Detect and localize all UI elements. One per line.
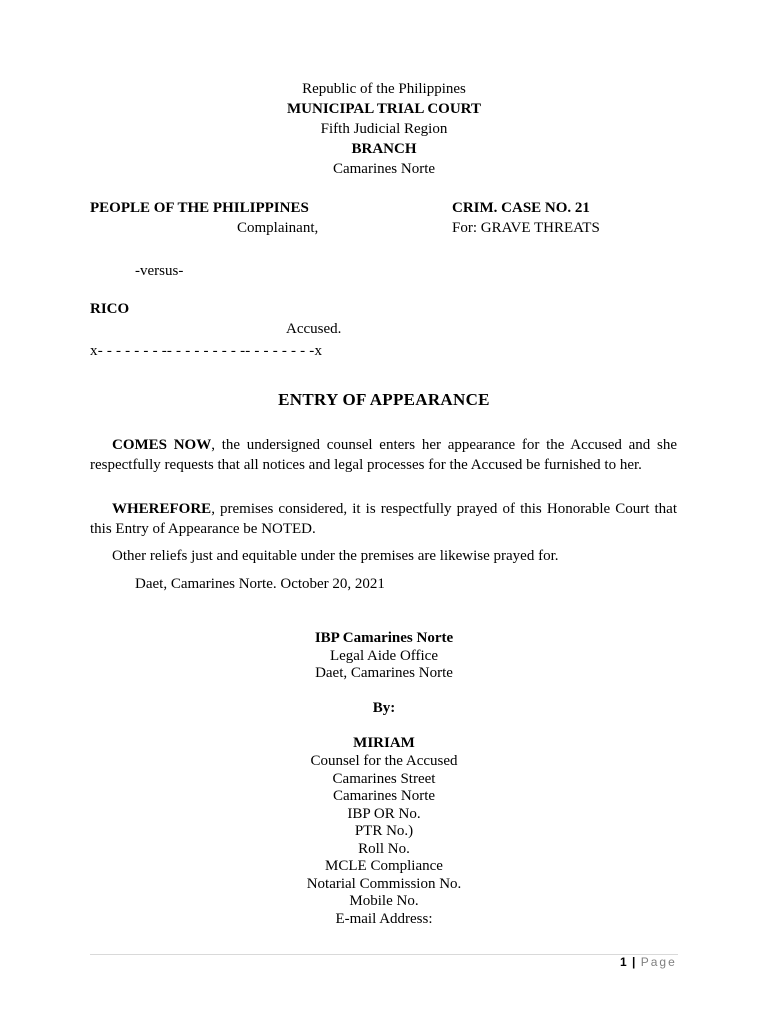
signature-line: E-mail Address:: [335, 911, 433, 927]
caption-accused: RICO: [90, 301, 130, 317]
paragraph-comes-now: [90, 435, 677, 475]
page-word: Page: [640, 955, 677, 969]
caption-plaintiff: PEOPLE OF THE PHILIPPINES: [90, 200, 309, 216]
paragraph-wherefore-lead: WHEREFORE: [112, 501, 212, 517]
page-number-footer: [620, 955, 677, 969]
signature-office-sub: Legal Aide Office: [329, 648, 438, 664]
caption-separator: x- - - - - - - -- - - - - - - - -- - - - - - - -x: [90, 343, 323, 359]
signature-line: Camarines Norte: [332, 788, 436, 804]
signature-counsel-name: MIRIAM: [353, 735, 415, 751]
paragraph-comes-now-lead: COMES NOW: [112, 437, 212, 453]
document-title: ENTRY OF APPEARANCE: [278, 390, 490, 409]
signature-line: PTR No.): [354, 823, 414, 839]
signature-line: MCLE Compliance: [325, 858, 443, 874]
caption-versus: -versus-: [135, 263, 184, 279]
signature-line: Roll No.: [358, 841, 410, 857]
signature-office: IBP Camarines Norte: [314, 630, 454, 646]
caption-case-number: CRIM. CASE NO. 21: [452, 200, 590, 216]
header-republic: Republic of the Philippines: [302, 81, 466, 97]
paragraph-wherefore: [90, 499, 677, 539]
caption-offense: For: GRAVE THREATS: [452, 220, 600, 236]
caption-accused-role: Accused.: [286, 321, 342, 337]
footer-divider: [90, 954, 678, 955]
signature-line: Camarines Street: [332, 771, 436, 787]
paragraph-comes-now-text: , the undersigned counsel enters her appearance for the Accused and she respectfully requests that all notices and legal processes for the Accused be furnished to her.: [90, 437, 678, 473]
page-number-separator: |: [632, 955, 636, 969]
page-number: 1: [620, 955, 627, 969]
place-and-date: Daet, Camarines Norte. October 20, 2021: [135, 576, 385, 592]
signature-line: Mobile No.: [349, 893, 419, 909]
header-branch: BRANCH: [351, 141, 417, 157]
signature-by: By:: [372, 700, 396, 716]
signature-office-address: Daet, Camarines Norte: [315, 665, 453, 681]
header-province: Camarines Norte: [332, 161, 436, 177]
caption-plaintiff-role: Complainant,: [237, 220, 319, 236]
header-region: Fifth Judicial Region: [320, 121, 448, 137]
paragraph-other-reliefs-text: Other reliefs just and equitable under the premises are likewise prayed for.: [112, 548, 559, 564]
signature-line: IBP OR No.: [347, 806, 421, 822]
paragraph-wherefore-text: , premises considered, it is respectfully prayed of this Honorable Court that this Entry of Appearance be NOTED.: [90, 501, 677, 537]
signature-line: Notarial Commission No.: [306, 876, 462, 892]
signature-line: Counsel for the Accused: [310, 753, 458, 769]
header-court: MUNICIPAL TRIAL COURT: [287, 101, 481, 117]
paragraph-other-reliefs: [90, 546, 677, 566]
